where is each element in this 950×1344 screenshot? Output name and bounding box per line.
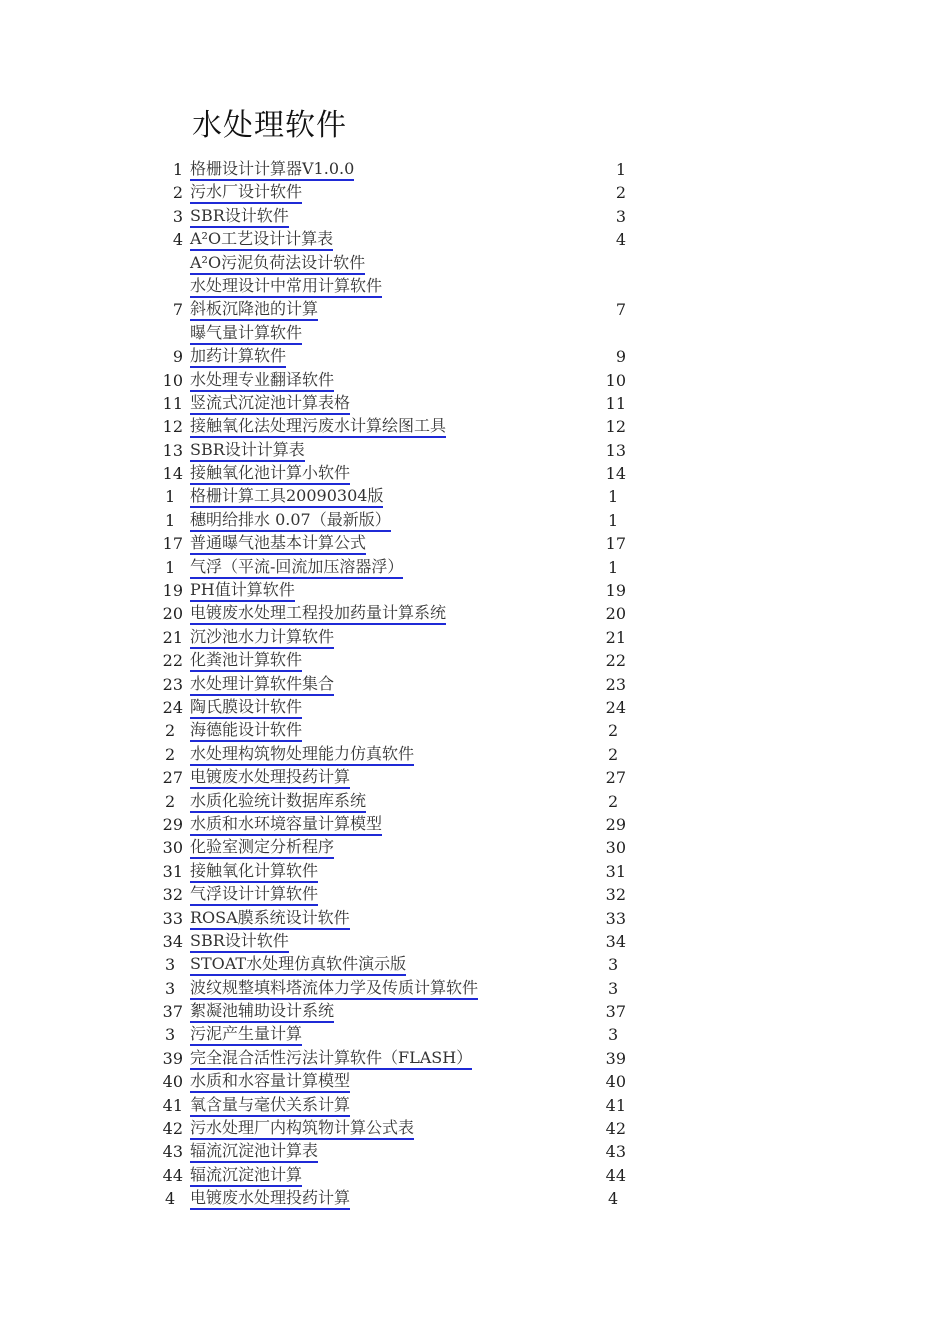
- page-number: 23: [605, 674, 626, 694]
- item-number: 21: [162, 627, 183, 647]
- item-number: 3: [165, 955, 176, 975]
- list-item: [150, 649, 670, 672]
- page-number: 24: [605, 697, 626, 717]
- page-number: 13: [605, 440, 626, 460]
- page-number: 4: [608, 1189, 619, 1209]
- item-number: 2: [165, 744, 176, 764]
- list-item: [150, 790, 670, 813]
- page-number: 1: [608, 557, 619, 577]
- list-item: [150, 556, 670, 579]
- list-item: [150, 953, 670, 976]
- software-link[interactable]: 气浮设计计算软件: [190, 884, 318, 906]
- item-number: 2: [172, 183, 183, 203]
- software-link[interactable]: 陶氏膜设计软件: [190, 697, 302, 719]
- list-item: [150, 462, 670, 485]
- list-item: [150, 930, 670, 953]
- page-number: 44: [605, 1165, 626, 1185]
- software-link[interactable]: 接触氧化计算软件: [190, 861, 318, 883]
- software-link[interactable]: 氧含量与毫伏关系计算: [190, 1095, 350, 1117]
- list-item: [150, 1070, 670, 1093]
- software-link[interactable]: PH值计算软件: [190, 580, 295, 602]
- item-number: 20: [162, 604, 183, 624]
- page-number: 40: [605, 1072, 626, 1092]
- item-number: 34: [162, 931, 183, 951]
- page-number: 1: [615, 160, 626, 179]
- list-item: [150, 509, 670, 532]
- list-item: [150, 439, 670, 462]
- item-number: 37: [162, 1002, 183, 1022]
- software-link[interactable]: 絮凝池辅助设计系统: [190, 1001, 334, 1023]
- list-item: [150, 1023, 670, 1046]
- list-item: [150, 275, 670, 298]
- page-number: 1: [608, 487, 619, 507]
- list-item: [150, 415, 670, 438]
- page-number: 20: [605, 604, 626, 624]
- software-link[interactable]: 波纹规整填料塔流体力学及传质计算软件: [190, 978, 478, 1000]
- page-number: 1: [608, 510, 619, 530]
- page-number: 33: [605, 908, 626, 928]
- software-link[interactable]: 水质化验统计数据库系统: [190, 791, 366, 813]
- software-link[interactable]: 水处理专业翻译软件: [190, 370, 334, 392]
- software-link[interactable]: 接触氧化法处理污废水计算绘图工具: [190, 416, 446, 438]
- page-number: 29: [605, 814, 626, 834]
- item-number: 40: [162, 1072, 183, 1092]
- software-link[interactable]: 水处理构筑物处理能力仿真软件: [190, 744, 414, 766]
- item-number: 44: [162, 1165, 183, 1185]
- software-link[interactable]: SBR设计计算表: [190, 440, 305, 462]
- software-link[interactable]: 斜板沉降池的计算: [190, 299, 318, 321]
- item-number: 10: [162, 370, 183, 390]
- software-link[interactable]: 格栅设计计算器V1.0.0: [190, 159, 354, 181]
- page-number: 31: [605, 861, 626, 881]
- software-list: [150, 158, 670, 1211]
- list-item: [150, 181, 670, 204]
- software-link[interactable]: 普通曝气池基本计算公式: [190, 533, 366, 555]
- page-number: 21: [605, 627, 626, 647]
- item-number: 9: [172, 347, 183, 367]
- software-link[interactable]: 竖流式沉淀池计算表格: [190, 393, 350, 415]
- software-link[interactable]: 穗明给排水 0.07（最新版）: [190, 510, 391, 532]
- software-link[interactable]: 水处理计算软件集合: [190, 674, 334, 696]
- list-item: [150, 1047, 670, 1070]
- item-number: 7: [172, 300, 183, 320]
- page-number: 2: [608, 721, 619, 741]
- item-number: 3: [165, 1025, 176, 1045]
- list-item: [150, 1000, 670, 1023]
- page-number: 22: [605, 651, 626, 671]
- item-number: 2: [165, 721, 176, 741]
- page-number: 19: [605, 581, 626, 601]
- item-number: 4: [165, 1189, 176, 1209]
- list-item: [150, 298, 670, 321]
- list-item: [150, 369, 670, 392]
- software-link[interactable]: 污水处理厂内构筑物计算公式表: [190, 1118, 414, 1140]
- software-link[interactable]: 水质和水环境容量计算模型: [190, 814, 382, 836]
- item-number: 42: [162, 1119, 183, 1139]
- list-item: [150, 719, 670, 742]
- list-item: [150, 205, 670, 228]
- page-number: 3: [608, 978, 619, 998]
- software-link[interactable]: SBR设计软件: [190, 931, 289, 953]
- list-item: [150, 836, 670, 859]
- list-item: [150, 228, 670, 251]
- list-item: [150, 602, 670, 625]
- software-link[interactable]: 辐流沉淀池计算表: [190, 1141, 318, 1163]
- software-link[interactable]: 格栅计算工具20090304版: [190, 486, 383, 508]
- list-item: [150, 696, 670, 719]
- software-link[interactable]: 电镀废水处理工程投加药量计算系统: [190, 603, 446, 625]
- software-link[interactable]: 气浮（平流-回流加压溶器浮）: [190, 557, 403, 579]
- software-link[interactable]: 电镀废水处理投药计算: [190, 767, 350, 789]
- item-number: 3: [165, 978, 176, 998]
- page-number: 43: [605, 1142, 626, 1162]
- item-number: 39: [162, 1048, 183, 1068]
- page-number: 37: [605, 1002, 626, 1022]
- list-item: [150, 345, 670, 368]
- software-link[interactable]: 水处理设计中常用计算软件: [190, 276, 382, 298]
- list-item: [150, 158, 670, 181]
- list-item: [150, 977, 670, 1000]
- page-number: 27: [605, 768, 626, 788]
- list-item: [150, 322, 670, 345]
- page-number: 34: [605, 931, 626, 951]
- page-number: 3: [615, 206, 626, 226]
- item-number: 1: [165, 510, 176, 530]
- page-number: 3: [608, 955, 619, 975]
- item-number: 31: [162, 861, 183, 881]
- list-item: [150, 883, 670, 906]
- software-link[interactable]: 海德能设计软件: [190, 720, 302, 742]
- item-number: 11: [162, 393, 183, 413]
- page-number: 10: [605, 370, 626, 390]
- software-link[interactable]: STOAT水处理仿真软件演示版: [190, 954, 406, 976]
- item-number: 41: [162, 1095, 183, 1115]
- item-number: 27: [162, 768, 183, 788]
- page-title: 水处理软件: [192, 108, 347, 143]
- page-number: 3: [608, 1025, 619, 1045]
- list-item: [150, 743, 670, 766]
- software-link[interactable]: 污水厂设计软件: [190, 182, 302, 204]
- item-number: 23: [162, 674, 183, 694]
- page-number: 9: [615, 347, 626, 367]
- list-item: [150, 907, 670, 930]
- item-number: 3: [172, 206, 183, 226]
- page-number: 17: [605, 534, 626, 554]
- page-number: 2: [608, 791, 619, 811]
- software-link[interactable]: 加药计算软件: [190, 346, 286, 368]
- item-number: 4: [172, 230, 183, 250]
- software-link[interactable]: ROSA膜系统设计软件: [190, 908, 350, 930]
- page-number: 39: [605, 1048, 626, 1068]
- list-item: [150, 392, 670, 415]
- software-link[interactable]: 曝气量计算软件: [190, 323, 302, 345]
- software-link[interactable]: 完全混合活性污法计算软件（FLASH）: [190, 1048, 472, 1070]
- item-number: 1: [165, 487, 176, 507]
- page-number: 11: [605, 393, 626, 413]
- list-item: [150, 860, 670, 883]
- page-number: 41: [605, 1095, 626, 1115]
- item-number: 24: [162, 697, 183, 717]
- software-link[interactable]: 水质和水容量计算模型: [190, 1071, 350, 1093]
- item-number: 17: [162, 534, 183, 554]
- item-number: 14: [162, 464, 183, 484]
- page-number: 12: [605, 417, 626, 437]
- item-number: 1: [165, 557, 176, 577]
- page-number: 2: [615, 183, 626, 203]
- software-link[interactable]: 辐流沉淀池计算: [190, 1165, 302, 1187]
- page-number: 7: [615, 300, 626, 320]
- list-item: [150, 1094, 670, 1117]
- list-item: [150, 1117, 670, 1140]
- software-link[interactable]: 接触氧化池计算小软件: [190, 463, 350, 485]
- page-number: 14: [605, 464, 626, 484]
- item-number: 1: [172, 160, 183, 179]
- list-item: [150, 1187, 670, 1210]
- software-link[interactable]: A²O污泥负荷法设计软件: [190, 253, 365, 275]
- item-number: 19: [162, 581, 183, 601]
- item-number: 43: [162, 1142, 183, 1162]
- item-number: 22: [162, 651, 183, 671]
- list-item: [150, 673, 670, 696]
- item-number: 2: [165, 791, 176, 811]
- list-item: [150, 579, 670, 602]
- item-number: 12: [162, 417, 183, 437]
- page-number: 2: [608, 744, 619, 764]
- page-number: 30: [605, 838, 626, 858]
- list-item: [150, 1140, 670, 1163]
- page-number: 32: [605, 885, 626, 905]
- item-number: 32: [162, 885, 183, 905]
- page-number: 42: [605, 1119, 626, 1139]
- software-link[interactable]: 化粪池计算软件: [190, 650, 302, 672]
- list-item: [150, 532, 670, 555]
- software-link[interactable]: 污泥产生量计算: [190, 1024, 302, 1046]
- list-item: [150, 485, 670, 508]
- item-number: 29: [162, 814, 183, 834]
- page-number: 4: [615, 230, 626, 250]
- list-item: [150, 252, 670, 275]
- item-number: 30: [162, 838, 183, 858]
- software-link[interactable]: 电镀废水处理投药计算: [190, 1188, 350, 1210]
- list-item: [150, 1164, 670, 1187]
- software-link[interactable]: A²O工艺设计计算表: [190, 229, 333, 251]
- software-link[interactable]: 化验室测定分析程序: [190, 837, 334, 859]
- software-link[interactable]: 沉沙池水力计算软件: [190, 627, 334, 649]
- item-number: 33: [162, 908, 183, 928]
- item-number: 13: [162, 440, 183, 460]
- list-item: [150, 766, 670, 789]
- list-item: [150, 813, 670, 836]
- list-item: [150, 626, 670, 649]
- software-link[interactable]: SBR设计软件: [190, 206, 289, 228]
